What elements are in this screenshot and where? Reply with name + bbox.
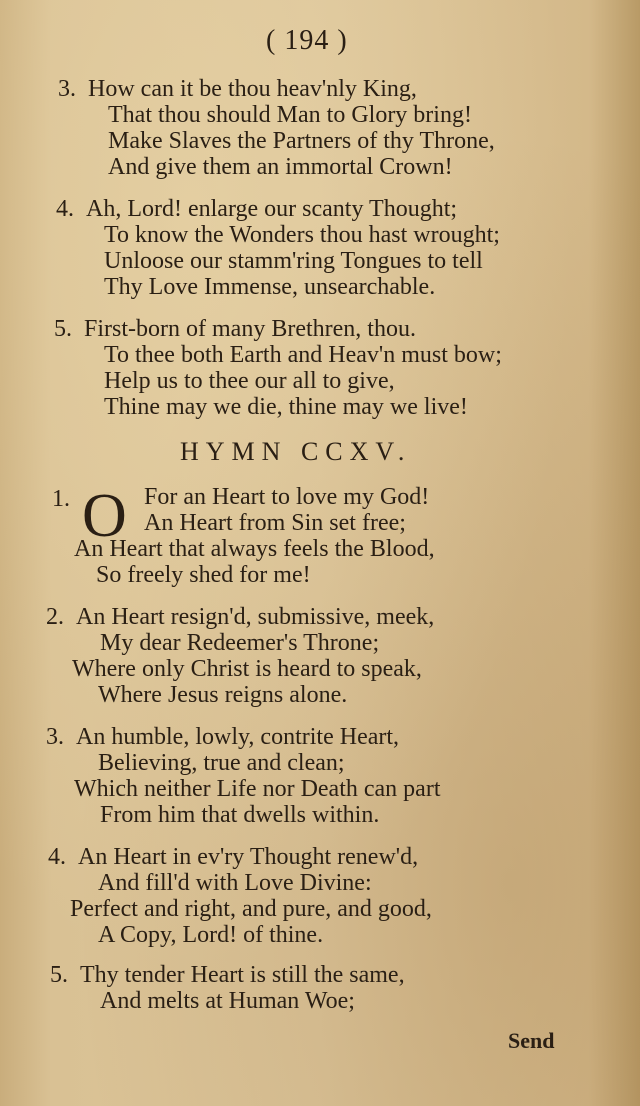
- verse-line: Thy Love Immense, unsearchable.: [104, 274, 436, 300]
- verse-line: Make Slaves the Partners of thy Throne,: [108, 128, 495, 154]
- verse-number: 5.: [54, 316, 72, 342]
- verse-number: 2.: [46, 604, 64, 630]
- verse-line: 2. An Heart resign'd, submissive, meek,: [46, 604, 435, 630]
- hymn-title: HYMN CCXV.: [180, 437, 412, 466]
- verse-number: 3.: [46, 724, 64, 750]
- verse-line: Believing, true and clean;: [98, 750, 345, 776]
- verse-line: And melts at Human Woe;: [100, 988, 355, 1014]
- verse-line: Unloose our stamm'ring Tongues to tell: [104, 248, 483, 274]
- verse-line: Where only Christ is heard to speak,: [72, 656, 422, 682]
- verse-line: 4. An Heart in ev'ry Thought renew'd,: [48, 844, 419, 870]
- verse-line: 3. How can it be thou heav'nly King,: [58, 76, 417, 102]
- verse-line: To know the Wonders thou hast wrought;: [104, 222, 500, 248]
- verse-line: From him that dwells within.: [100, 802, 380, 828]
- verse-line: 4. Ah, Lord! enlarge our scanty Thought;: [56, 196, 458, 222]
- verse-line: A Copy, Lord! of thine.: [98, 922, 324, 948]
- verse-line: 5. Thy tender Heart is still the same,: [50, 962, 405, 988]
- verse-number: 4.: [48, 844, 66, 870]
- verse-line: To thee both Earth and Heav'n must bow;: [104, 342, 502, 368]
- verse-number: 5.: [50, 962, 68, 988]
- verse-line: An Heart that always feels the Blood,: [74, 536, 435, 562]
- verse-line: Which neither Life nor Death can part: [74, 776, 441, 802]
- drop-cap: O: [82, 482, 127, 550]
- verse-line: Help us to thee our all to give,: [104, 368, 395, 394]
- page-number: ( 194 ): [266, 25, 348, 56]
- verse-line: Where Jesus reigns alone.: [98, 682, 348, 708]
- verse-line: Perfect and right, and pure, and good,: [70, 896, 432, 922]
- verse-line: 3. An humble, lowly, contrite Heart,: [46, 724, 400, 750]
- verse-line: An Heart from Sin set free;: [144, 510, 406, 536]
- verse-line: That thou should Man to Glory bring!: [108, 102, 472, 128]
- verse-line: My dear Redeemer's Throne;: [100, 630, 380, 656]
- verse-line: For an Heart to love my God!: [144, 484, 430, 510]
- verse-line: 5. First-born of many Brethren, thou.: [54, 316, 416, 342]
- verse-number: 3.: [58, 76, 76, 102]
- verse-line: Thine may we die, thine may we live!: [104, 394, 468, 420]
- verse-number: 4.: [56, 196, 74, 222]
- verse-line: So freely shed for me!: [96, 562, 311, 588]
- verse-line: And give them an immortal Crown!: [108, 154, 453, 180]
- verse-line: And fill'd with Love Divine:: [98, 870, 372, 896]
- catchword: Send: [508, 1028, 555, 1053]
- verse-number: 1.: [52, 486, 70, 512]
